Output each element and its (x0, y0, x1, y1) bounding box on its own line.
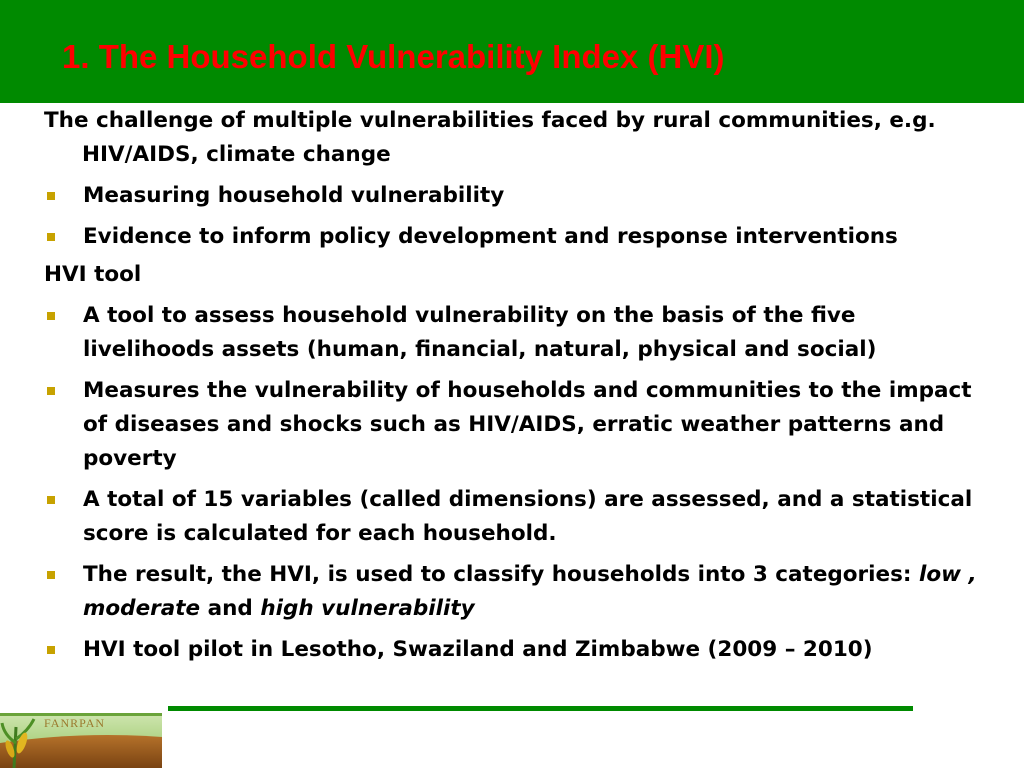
square-bullet-icon (47, 192, 55, 200)
fanrpan-logo-icon (0, 713, 162, 768)
bullet-item (44, 374, 994, 476)
bullet-text-mid: and (200, 596, 261, 621)
bullet-list-challenge (44, 179, 994, 254)
bullet-text: A total of 15 variables (called dimensions) are assessed, and a statistical score is calculated for each household. (83, 487, 973, 546)
square-bullet-icon (47, 646, 55, 654)
square-bullet-icon (47, 496, 55, 504)
bullet-item (44, 483, 994, 551)
square-bullet-icon (47, 571, 55, 579)
bullet-list-hvi-tool (44, 299, 994, 667)
section-heading-challenge: The challenge of multiple vulnerabilities faced by rural communities, e.g. HIV/AIDS, climate change (44, 108, 936, 167)
header-bar (0, 0, 1024, 103)
section-heading-hvi-tool: HVI tool (44, 262, 142, 287)
footer-divider (168, 706, 913, 711)
slide-content (44, 104, 994, 667)
bullet-item (44, 220, 994, 254)
square-bullet-icon (47, 312, 55, 320)
bullet-item (44, 633, 994, 667)
slide-title: 1. The Household Vulnerability Index (HVI) (62, 38, 725, 75)
square-bullet-icon (47, 387, 55, 395)
bullet-item (44, 558, 994, 626)
bullet-text: Measures the vulnerability of households and communities to the impact of diseases and shocks such as HIV/AIDS, erratic weather patterns and poverty (83, 378, 972, 471)
bullet-text: Evidence to inform policy development and response interventions (83, 224, 898, 249)
bullet-text: A tool to assess household vulnerability on the basis of the five livelihoods assets (human, financial, natural, physical and social) (83, 303, 877, 362)
bullet-item (44, 179, 994, 213)
bullet-item (44, 299, 994, 367)
logo-wordmark: FANRPAN (44, 716, 106, 730)
bullet-text-before: The result, the HVI, is used to classify households into 3 categories: (83, 562, 919, 587)
square-bullet-icon (47, 233, 55, 241)
bullet-text: Measuring household vulnerability (83, 183, 505, 208)
bullet-text: HVI tool pilot in Lesotho, Swaziland and Zimbabwe (2009 – 2010) (83, 637, 873, 662)
fanrpan-logo (0, 713, 162, 768)
category-high-vulnerability: high vulnerability (260, 596, 475, 621)
category-low-moderate: low , moderate (83, 562, 977, 621)
